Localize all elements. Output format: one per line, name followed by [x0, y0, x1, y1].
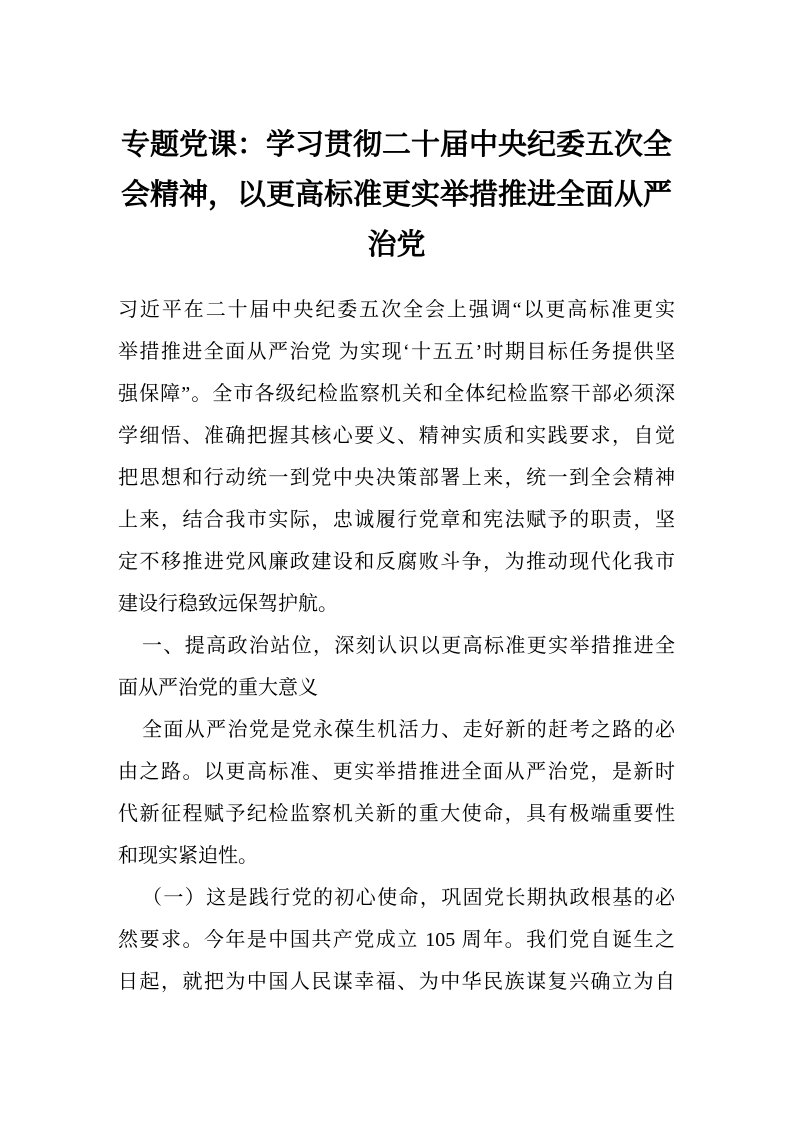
title-line-1: 专题党课：学习贯彻二十届中央纪委五次全 — [120, 129, 672, 161]
body-line-paragraph-start: （一）这是践行党的初心使命，巩固党长期执政根基的必 — [142, 887, 675, 909]
body-line: 上来，结合我市实际，忠诚履行党章和宪法赋予的职责，坚 — [118, 509, 675, 531]
body-line-paragraph-end: 面从严治党的重大意义 — [118, 677, 318, 699]
body-line-section-heading: 一、提高政治站位，深刻认识以更高标准更实举措推进全 — [142, 635, 675, 657]
title-line-2: 会精神，以更高标准更实举措推进全面从严 — [120, 179, 672, 211]
body-line: 强保障”。全市各级纪检监察机关和全体纪检监察干部必须深 — [118, 383, 675, 405]
body-line: 日起，就把为中国人民谋幸福、为中华民族谋复兴确立为自 — [118, 971, 675, 993]
body-line: 然要求。今年是中国共产党成立 105 周年。我们党自诞生之 — [118, 929, 675, 951]
body-line-paragraph-end: 建设行稳致远保驾护航。 — [118, 593, 338, 615]
document-body — [118, 289, 675, 1003]
body-line: 把思想和行动统一到党中央决策部署上来，统一到全会精神 — [118, 467, 675, 489]
body-line: 学细悟、准确把握其核心要义、精神实质和实践要求，自觉 — [118, 425, 675, 447]
body-line-paragraph-start: 全面从严治党是党永葆生机活力、走好新的赶考之路的必 — [142, 719, 675, 741]
body-line: 由之路。以更高标准、更实举措推进全面从严治党，是新时 — [118, 761, 675, 783]
document-title — [118, 120, 675, 270]
body-line-paragraph-end: 和现实紧迫性。 — [118, 845, 258, 867]
body-line: 代新征程赋予纪检监察机关新的重大使命，具有极端重要性 — [118, 803, 675, 825]
body-line: 举措推进全面从严治党 为实现‘十五五’时期目标任务提供坚 — [118, 341, 675, 363]
body-line: 定不移推进党风廉政建设和反腐败斗争，为推动现代化我市 — [118, 551, 675, 573]
body-line: 习近平在二十届中央纪委五次全会上强调“以更高标准更实 — [118, 299, 675, 321]
title-line-3: 治党 — [367, 229, 426, 261]
